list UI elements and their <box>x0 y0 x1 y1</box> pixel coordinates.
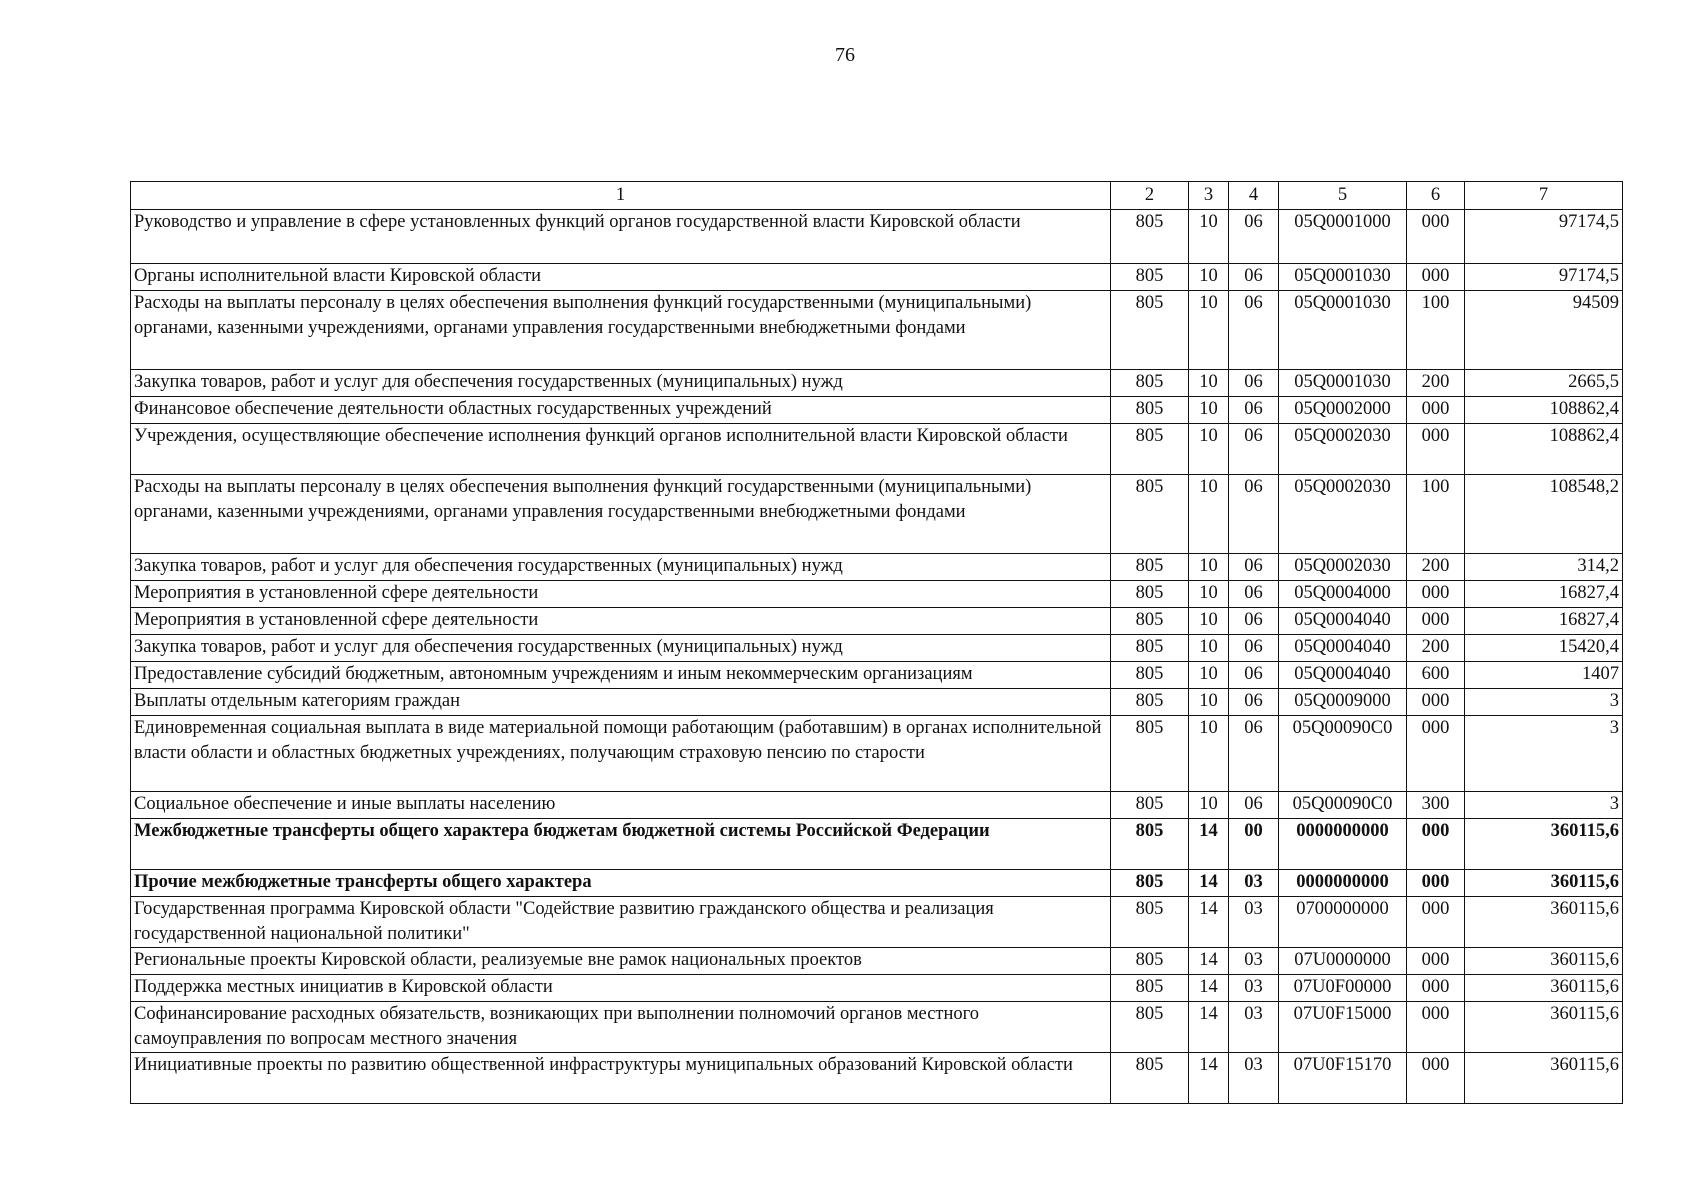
section-cell: 10 <box>1189 424 1229 475</box>
amount-cell: 108862,4 <box>1465 424 1623 475</box>
amount-cell: 94509 <box>1465 291 1623 370</box>
row-name-cell: Прочие межбюджетные трансферты общего характера <box>131 870 1111 897</box>
table-row <box>131 870 1623 897</box>
page-number: 76 <box>835 44 855 66</box>
row-name-cell: Региональные проекты Кировской области, реализуемые вне рамок национальных проектов <box>131 948 1111 975</box>
subsection-cell: 06 <box>1229 370 1279 397</box>
section-cell: 10 <box>1189 210 1229 264</box>
subsection-cell: 03 <box>1229 975 1279 1002</box>
expense-type-cell: 000 <box>1407 1053 1465 1104</box>
code-cell: 805 <box>1111 1002 1189 1053</box>
target-article-cell: 05Q0004040 <box>1279 662 1407 689</box>
table-row <box>131 370 1623 397</box>
column-header: 7 <box>1465 182 1623 210</box>
expense-type-cell: 000 <box>1407 948 1465 975</box>
amount-cell: 97174,5 <box>1465 264 1623 291</box>
subsection-cell: 06 <box>1229 424 1279 475</box>
expense-type-cell: 000 <box>1407 975 1465 1002</box>
target-article-cell: 05Q0002030 <box>1279 475 1407 554</box>
target-article-cell: 05Q0004040 <box>1279 635 1407 662</box>
subsection-cell: 06 <box>1229 475 1279 554</box>
amount-cell: 360115,6 <box>1465 948 1623 975</box>
expense-type-cell: 000 <box>1407 870 1465 897</box>
target-article-cell: 07U0F15170 <box>1279 1053 1407 1104</box>
target-article-cell: 05Q0009000 <box>1279 689 1407 716</box>
amount-cell: 314,2 <box>1465 554 1623 581</box>
code-cell: 805 <box>1111 975 1189 1002</box>
amount-cell: 108862,4 <box>1465 397 1623 424</box>
amount-cell: 360115,6 <box>1465 975 1623 1002</box>
table-row <box>131 948 1623 975</box>
section-cell: 10 <box>1189 792 1229 819</box>
table-header-row <box>131 182 1623 210</box>
row-name-cell: Поддержка местных инициатив в Кировской области <box>131 975 1111 1002</box>
section-cell: 10 <box>1189 635 1229 662</box>
table-row <box>131 581 1623 608</box>
section-cell: 14 <box>1189 975 1229 1002</box>
table-row <box>131 397 1623 424</box>
code-cell: 805 <box>1111 792 1189 819</box>
target-article-cell: 0000000000 <box>1279 870 1407 897</box>
row-name-cell: Государственная программа Кировской области "Содействие развитию гражданского общества и реализация государственной национальной политики" <box>131 897 1111 948</box>
column-header: 6 <box>1407 182 1465 210</box>
code-cell: 805 <box>1111 264 1189 291</box>
column-header: 3 <box>1189 182 1229 210</box>
amount-cell: 97174,5 <box>1465 210 1623 264</box>
table-row <box>131 689 1623 716</box>
target-article-cell: 05Q0002000 <box>1279 397 1407 424</box>
expense-type-cell: 000 <box>1407 397 1465 424</box>
amount-cell: 108548,2 <box>1465 475 1623 554</box>
expense-type-cell: 000 <box>1407 608 1465 635</box>
subsection-cell: 06 <box>1229 291 1279 370</box>
expense-type-cell: 600 <box>1407 662 1465 689</box>
amount-cell: 1407 <box>1465 662 1623 689</box>
section-cell: 10 <box>1189 554 1229 581</box>
code-cell: 805 <box>1111 424 1189 475</box>
row-name-cell: Закупка товаров, работ и услуг для обеспечения государственных (муниципальных) нужд <box>131 635 1111 662</box>
code-cell: 805 <box>1111 716 1189 792</box>
subsection-cell: 06 <box>1229 581 1279 608</box>
row-name-cell: Органы исполнительной власти Кировской области <box>131 264 1111 291</box>
amount-cell: 360115,6 <box>1465 870 1623 897</box>
subsection-cell: 03 <box>1229 1053 1279 1104</box>
row-name-cell: Инициативные проекты по развитию общественной инфраструктуры муниципальных образований Кировской области <box>131 1053 1111 1104</box>
target-article-cell: 05Q0001030 <box>1279 291 1407 370</box>
expense-type-cell: 100 <box>1407 475 1465 554</box>
section-cell: 10 <box>1189 581 1229 608</box>
expense-type-cell: 000 <box>1407 264 1465 291</box>
subsection-cell: 06 <box>1229 635 1279 662</box>
expense-type-cell: 200 <box>1407 370 1465 397</box>
amount-cell: 3 <box>1465 689 1623 716</box>
subsection-cell: 06 <box>1229 662 1279 689</box>
subsection-cell: 06 <box>1229 210 1279 264</box>
amount-cell: 360115,6 <box>1465 1002 1623 1053</box>
table-row <box>131 819 1623 870</box>
column-header: 2 <box>1111 182 1189 210</box>
row-name-cell: Мероприятия в установленной сфере деятельности <box>131 581 1111 608</box>
row-name-cell: Расходы на выплаты персоналу в целях обеспечения выполнения функций государственными (муниципальными) органами, казенными учреждениями, органами управления государственными внебюджетными фондами <box>131 291 1111 370</box>
row-name-cell: Софинансирование расходных обязательств, возникающих при выполнении полномочий органов местного самоуправления по вопросам местного значения <box>131 1002 1111 1053</box>
code-cell: 805 <box>1111 635 1189 662</box>
section-cell: 10 <box>1189 608 1229 635</box>
target-article-cell: 07U0F00000 <box>1279 975 1407 1002</box>
subsection-cell: 06 <box>1229 264 1279 291</box>
table-row <box>131 554 1623 581</box>
table-row <box>131 716 1623 792</box>
table-row <box>131 475 1623 554</box>
section-cell: 10 <box>1189 475 1229 554</box>
table-row <box>131 662 1623 689</box>
table-row <box>131 608 1623 635</box>
row-name-cell: Мероприятия в установленной сфере деятельности <box>131 608 1111 635</box>
subsection-cell: 06 <box>1229 608 1279 635</box>
table-row <box>131 975 1623 1002</box>
section-cell: 10 <box>1189 716 1229 792</box>
table-row <box>131 635 1623 662</box>
amount-cell: 360115,6 <box>1465 1053 1623 1104</box>
target-article-cell: 05Q00090C0 <box>1279 716 1407 792</box>
expense-type-cell: 000 <box>1407 1002 1465 1053</box>
column-header: 4 <box>1229 182 1279 210</box>
expense-type-cell: 200 <box>1407 635 1465 662</box>
section-cell: 10 <box>1189 662 1229 689</box>
section-cell: 10 <box>1189 689 1229 716</box>
section-cell: 14 <box>1189 948 1229 975</box>
row-name-cell: Единовременная социальная выплата в виде материальной помощи работающим (работавшим) в органах исполнительной власти области и областных бюджетных учреждениях, получающим страховую пенсию по старости <box>131 716 1111 792</box>
section-cell: 10 <box>1189 264 1229 291</box>
code-cell: 805 <box>1111 581 1189 608</box>
table-body <box>131 210 1623 1104</box>
row-name-cell: Финансовое обеспечение деятельности областных государственных учреждений <box>131 397 1111 424</box>
target-article-cell: 05Q0001030 <box>1279 264 1407 291</box>
subsection-cell: 06 <box>1229 554 1279 581</box>
code-cell: 805 <box>1111 397 1189 424</box>
code-cell: 805 <box>1111 819 1189 870</box>
expense-type-cell: 000 <box>1407 424 1465 475</box>
row-name-cell: Межбюджетные трансферты общего характера бюджетам бюджетной системы Российской Федерации <box>131 819 1111 870</box>
table-row <box>131 264 1623 291</box>
section-cell: 14 <box>1189 1053 1229 1104</box>
subsection-cell: 03 <box>1229 948 1279 975</box>
code-cell: 805 <box>1111 870 1189 897</box>
section-cell: 10 <box>1189 370 1229 397</box>
target-article-cell: 05Q0004000 <box>1279 581 1407 608</box>
target-article-cell: 05Q0001030 <box>1279 370 1407 397</box>
expense-type-cell: 000 <box>1407 897 1465 948</box>
amount-cell: 2665,5 <box>1465 370 1623 397</box>
table-row <box>131 1053 1623 1104</box>
amount-cell: 16827,4 <box>1465 581 1623 608</box>
budget-table <box>130 181 1623 1104</box>
table-row <box>131 897 1623 948</box>
subsection-cell: 03 <box>1229 870 1279 897</box>
code-cell: 805 <box>1111 608 1189 635</box>
expense-type-cell: 000 <box>1407 210 1465 264</box>
column-header: 5 <box>1279 182 1407 210</box>
code-cell: 805 <box>1111 291 1189 370</box>
section-cell: 14 <box>1189 897 1229 948</box>
target-article-cell: 05Q00090C0 <box>1279 792 1407 819</box>
target-article-cell: 07U0000000 <box>1279 948 1407 975</box>
code-cell: 805 <box>1111 554 1189 581</box>
row-name-cell: Социальное обеспечение и иные выплаты населению <box>131 792 1111 819</box>
expense-type-cell: 300 <box>1407 792 1465 819</box>
table-row <box>131 210 1623 264</box>
section-cell: 14 <box>1189 870 1229 897</box>
section-cell: 10 <box>1189 291 1229 370</box>
subsection-cell: 03 <box>1229 1002 1279 1053</box>
row-name-cell: Предоставление субсидий бюджетным, автономным учреждениям и иным некоммерческим организациям <box>131 662 1111 689</box>
subsection-cell: 03 <box>1229 897 1279 948</box>
row-name-cell: Учреждения, осуществляющие обеспечение исполнения функций органов исполнительной власти Кировской области <box>131 424 1111 475</box>
subsection-cell: 06 <box>1229 716 1279 792</box>
row-name-cell: Расходы на выплаты персоналу в целях обеспечения выполнения функций государственными (муниципальными) органами, казенными учреждениями, органами управления государственными внебюджетными фондами <box>131 475 1111 554</box>
table-row <box>131 291 1623 370</box>
subsection-cell: 06 <box>1229 792 1279 819</box>
expense-type-cell: 100 <box>1407 291 1465 370</box>
table-row <box>131 1002 1623 1053</box>
section-cell: 10 <box>1189 397 1229 424</box>
table-row <box>131 424 1623 475</box>
row-name-cell: Выплаты отдельным категориям граждан <box>131 689 1111 716</box>
target-article-cell: 07U0F15000 <box>1279 1002 1407 1053</box>
code-cell: 805 <box>1111 370 1189 397</box>
row-name-cell: Закупка товаров, работ и услуг для обеспечения государственных (муниципальных) нужд <box>131 554 1111 581</box>
amount-cell: 360115,6 <box>1465 897 1623 948</box>
table-row <box>131 792 1623 819</box>
subsection-cell: 06 <box>1229 397 1279 424</box>
subsection-cell: 00 <box>1229 819 1279 870</box>
subsection-cell: 06 <box>1229 689 1279 716</box>
target-article-cell: 05Q0001000 <box>1279 210 1407 264</box>
section-cell: 14 <box>1189 1002 1229 1053</box>
row-name-cell: Закупка товаров, работ и услуг для обеспечения государственных (муниципальных) нужд <box>131 370 1111 397</box>
code-cell: 805 <box>1111 1053 1189 1104</box>
target-article-cell: 05Q0002030 <box>1279 554 1407 581</box>
row-name-cell: Руководство и управление в сфере установленных функций органов государственной власти Кировской области <box>131 210 1111 264</box>
code-cell: 805 <box>1111 948 1189 975</box>
code-cell: 805 <box>1111 662 1189 689</box>
target-article-cell: 05Q0004040 <box>1279 608 1407 635</box>
target-article-cell: 0700000000 <box>1279 897 1407 948</box>
amount-cell: 16827,4 <box>1465 608 1623 635</box>
expense-type-cell: 000 <box>1407 716 1465 792</box>
amount-cell: 3 <box>1465 792 1623 819</box>
target-article-cell: 05Q0002030 <box>1279 424 1407 475</box>
code-cell: 805 <box>1111 475 1189 554</box>
code-cell: 805 <box>1111 210 1189 264</box>
column-header: 1 <box>131 182 1111 210</box>
expense-type-cell: 000 <box>1407 819 1465 870</box>
code-cell: 805 <box>1111 689 1189 716</box>
code-cell: 805 <box>1111 897 1189 948</box>
section-cell: 14 <box>1189 819 1229 870</box>
amount-cell: 15420,4 <box>1465 635 1623 662</box>
expense-type-cell: 200 <box>1407 554 1465 581</box>
amount-cell: 360115,6 <box>1465 819 1623 870</box>
expense-type-cell: 000 <box>1407 689 1465 716</box>
amount-cell: 3 <box>1465 716 1623 792</box>
target-article-cell: 0000000000 <box>1279 819 1407 870</box>
expense-type-cell: 000 <box>1407 581 1465 608</box>
